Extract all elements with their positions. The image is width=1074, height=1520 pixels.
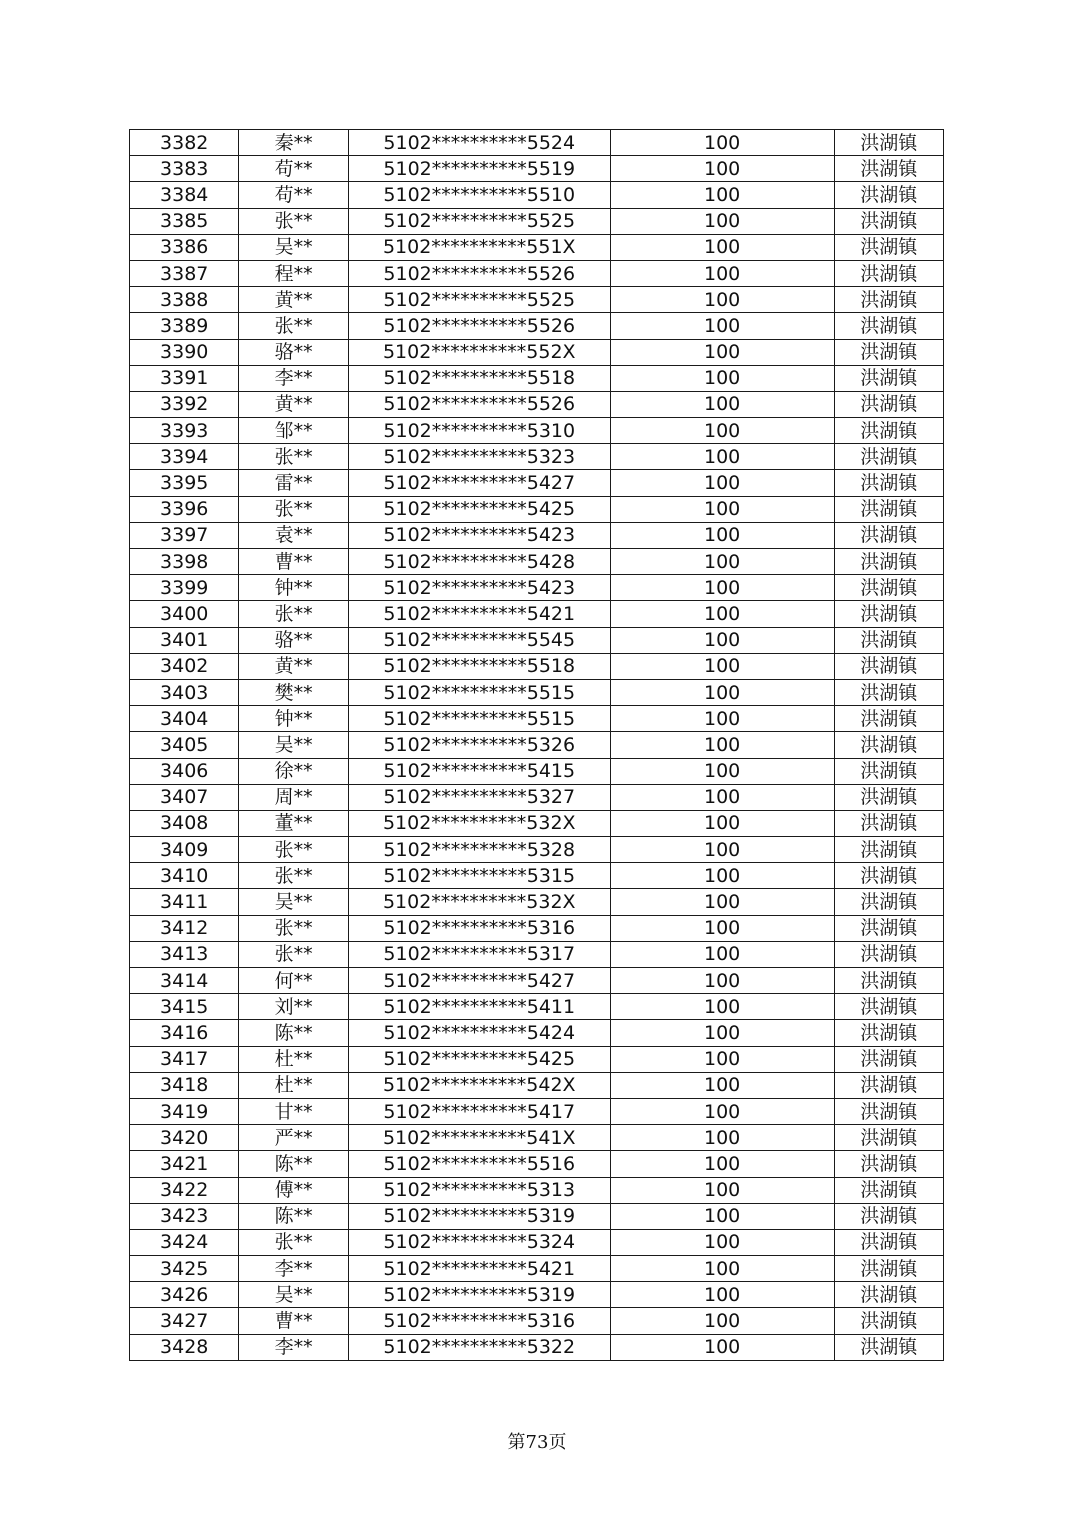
- cell-id-number: 5102**********5516: [348, 1151, 610, 1177]
- table-row: [130, 260, 944, 286]
- cell-amount: 100: [610, 234, 834, 260]
- cell-town: 洪湖镇: [834, 1020, 943, 1046]
- cell-id-number: 5102**********551X: [348, 234, 610, 260]
- table-row: [130, 444, 944, 470]
- cell-id-number: 5102**********5526: [348, 260, 610, 286]
- cell-amount: 100: [610, 784, 834, 810]
- cell-id-number: 5102**********5423: [348, 522, 610, 548]
- cell-serial-number: 3404: [130, 706, 239, 732]
- cell-town: 洪湖镇: [834, 208, 943, 234]
- cell-amount: 100: [610, 391, 834, 417]
- cell-town: 洪湖镇: [834, 1229, 943, 1255]
- table-body: [130, 130, 944, 1361]
- cell-name: 秦**: [239, 130, 348, 156]
- payment-list-sheet: [129, 129, 944, 1361]
- cell-amount: 100: [610, 837, 834, 863]
- cell-town: 洪湖镇: [834, 758, 943, 784]
- cell-id-number: 5102**********5515: [348, 679, 610, 705]
- cell-serial-number: 3422: [130, 1177, 239, 1203]
- cell-amount: 100: [610, 1177, 834, 1203]
- cell-town: 洪湖镇: [834, 1334, 943, 1360]
- table-row: [130, 496, 944, 522]
- cell-id-number: 5102**********5423: [348, 575, 610, 601]
- cell-town: 洪湖镇: [834, 549, 943, 575]
- cell-name: 李**: [239, 1334, 348, 1360]
- table-row: [130, 863, 944, 889]
- cell-amount: 100: [610, 156, 834, 182]
- cell-id-number: 5102**********5427: [348, 968, 610, 994]
- cell-name: 陈**: [239, 1151, 348, 1177]
- cell-id-number: 5102**********5515: [348, 706, 610, 732]
- cell-town: 洪湖镇: [834, 601, 943, 627]
- cell-name: 黄**: [239, 653, 348, 679]
- page-number: 第73页: [507, 1432, 567, 1453]
- cell-name: 刘**: [239, 994, 348, 1020]
- cell-serial-number: 3411: [130, 889, 239, 915]
- cell-town: 洪湖镇: [834, 863, 943, 889]
- cell-serial-number: 3416: [130, 1020, 239, 1046]
- cell-name: 张**: [239, 915, 348, 941]
- cell-id-number: 5102**********5428: [348, 549, 610, 575]
- cell-serial-number: 3427: [130, 1308, 239, 1334]
- cell-town: 洪湖镇: [834, 339, 943, 365]
- table-row: [130, 1177, 944, 1203]
- cell-id-number: 5102**********5319: [348, 1203, 610, 1229]
- cell-serial-number: 3388: [130, 287, 239, 313]
- cell-name: 曹**: [239, 1308, 348, 1334]
- cell-amount: 100: [610, 941, 834, 967]
- table-row: [130, 234, 944, 260]
- cell-serial-number: 3428: [130, 1334, 239, 1360]
- cell-id-number: 5102**********5425: [348, 496, 610, 522]
- cell-town: 洪湖镇: [834, 1282, 943, 1308]
- cell-town: 洪湖镇: [834, 1308, 943, 1334]
- cell-serial-number: 3385: [130, 208, 239, 234]
- cell-id-number: 5102**********5518: [348, 653, 610, 679]
- cell-id-number: 5102**********532X: [348, 810, 610, 836]
- cell-id-number: 5102**********5316: [348, 1308, 610, 1334]
- cell-amount: 100: [610, 1046, 834, 1072]
- cell-town: 洪湖镇: [834, 1125, 943, 1151]
- cell-name: 钟**: [239, 575, 348, 601]
- cell-amount: 100: [610, 575, 834, 601]
- cell-amount: 100: [610, 627, 834, 653]
- table-row: [130, 522, 944, 548]
- cell-town: 洪湖镇: [834, 837, 943, 863]
- cell-amount: 100: [610, 418, 834, 444]
- cell-id-number: 5102**********5510: [348, 182, 610, 208]
- cell-id-number: 5102**********5310: [348, 418, 610, 444]
- cell-serial-number: 3407: [130, 784, 239, 810]
- cell-town: 洪湖镇: [834, 1151, 943, 1177]
- cell-amount: 100: [610, 732, 834, 758]
- cell-id-number: 5102**********5324: [348, 1229, 610, 1255]
- cell-id-number: 5102**********5427: [348, 470, 610, 496]
- table-row: [130, 549, 944, 575]
- cell-serial-number: 3414: [130, 968, 239, 994]
- cell-name: 吴**: [239, 234, 348, 260]
- cell-amount: 100: [610, 365, 834, 391]
- cell-amount: 100: [610, 1282, 834, 1308]
- cell-serial-number: 3384: [130, 182, 239, 208]
- cell-town: 洪湖镇: [834, 365, 943, 391]
- cell-id-number: 5102**********5322: [348, 1334, 610, 1360]
- cell-name: 骆**: [239, 627, 348, 653]
- cell-amount: 100: [610, 130, 834, 156]
- cell-serial-number: 3417: [130, 1046, 239, 1072]
- cell-id-number: 5102**********552X: [348, 339, 610, 365]
- cell-amount: 100: [610, 679, 834, 705]
- cell-serial-number: 3421: [130, 1151, 239, 1177]
- cell-id-number: 5102**********5525: [348, 208, 610, 234]
- cell-town: 洪湖镇: [834, 522, 943, 548]
- table-row: [130, 784, 944, 810]
- cell-amount: 100: [610, 496, 834, 522]
- cell-serial-number: 3415: [130, 994, 239, 1020]
- cell-name: 张**: [239, 863, 348, 889]
- cell-serial-number: 3426: [130, 1282, 239, 1308]
- cell-serial-number: 3398: [130, 549, 239, 575]
- cell-name: 袁**: [239, 522, 348, 548]
- cell-serial-number: 3401: [130, 627, 239, 653]
- cell-town: 洪湖镇: [834, 732, 943, 758]
- cell-town: 洪湖镇: [834, 679, 943, 705]
- cell-name: 张**: [239, 444, 348, 470]
- table-row: [130, 339, 944, 365]
- table-row: [130, 601, 944, 627]
- table-row: [130, 653, 944, 679]
- cell-name: 吴**: [239, 889, 348, 915]
- table-row: [130, 1125, 944, 1151]
- cell-amount: 100: [610, 601, 834, 627]
- cell-id-number: 5102**********5415: [348, 758, 610, 784]
- table-row: [130, 994, 944, 1020]
- cell-town: 洪湖镇: [834, 575, 943, 601]
- cell-town: 洪湖镇: [834, 470, 943, 496]
- cell-id-number: 5102**********5526: [348, 313, 610, 339]
- cell-id-number: 5102**********5524: [348, 130, 610, 156]
- cell-serial-number: 3423: [130, 1203, 239, 1229]
- cell-id-number: 5102**********5323: [348, 444, 610, 470]
- cell-serial-number: 3413: [130, 941, 239, 967]
- cell-amount: 100: [610, 810, 834, 836]
- cell-town: 洪湖镇: [834, 130, 943, 156]
- cell-id-number: 5102**********5327: [348, 784, 610, 810]
- cell-name: 李**: [239, 1256, 348, 1282]
- cell-name: 苟**: [239, 156, 348, 182]
- cell-town: 洪湖镇: [834, 1177, 943, 1203]
- cell-name: 黄**: [239, 287, 348, 313]
- table-row: [130, 391, 944, 417]
- cell-id-number: 5102**********5317: [348, 941, 610, 967]
- cell-town: 洪湖镇: [834, 941, 943, 967]
- cell-id-number: 5102**********5417: [348, 1098, 610, 1124]
- cell-serial-number: 3391: [130, 365, 239, 391]
- cell-name: 樊**: [239, 679, 348, 705]
- cell-serial-number: 3409: [130, 837, 239, 863]
- cell-amount: 100: [610, 889, 834, 915]
- table-row: [130, 1229, 944, 1255]
- cell-name: 黄**: [239, 391, 348, 417]
- cell-serial-number: 3382: [130, 130, 239, 156]
- cell-name: 张**: [239, 941, 348, 967]
- cell-id-number: 5102**********5328: [348, 837, 610, 863]
- cell-id-number: 5102**********5421: [348, 1256, 610, 1282]
- cell-amount: 100: [610, 1334, 834, 1360]
- cell-town: 洪湖镇: [834, 915, 943, 941]
- cell-serial-number: 3395: [130, 470, 239, 496]
- cell-serial-number: 3393: [130, 418, 239, 444]
- table-row: [130, 679, 944, 705]
- cell-amount: 100: [610, 1229, 834, 1255]
- cell-name: 张**: [239, 496, 348, 522]
- cell-town: 洪湖镇: [834, 156, 943, 182]
- cell-id-number: 5102**********5315: [348, 863, 610, 889]
- cell-amount: 100: [610, 339, 834, 365]
- table-row: [130, 313, 944, 339]
- cell-serial-number: 3403: [130, 679, 239, 705]
- cell-amount: 100: [610, 287, 834, 313]
- cell-name: 程**: [239, 260, 348, 286]
- table-row: [130, 1151, 944, 1177]
- cell-town: 洪湖镇: [834, 287, 943, 313]
- cell-name: 骆**: [239, 339, 348, 365]
- table-row: [130, 1072, 944, 1098]
- cell-serial-number: 3400: [130, 601, 239, 627]
- cell-id-number: 5102**********542X: [348, 1072, 610, 1098]
- cell-id-number: 5102**********5424: [348, 1020, 610, 1046]
- cell-id-number: 5102**********5319: [348, 1282, 610, 1308]
- cell-serial-number: 3418: [130, 1072, 239, 1098]
- cell-town: 洪湖镇: [834, 496, 943, 522]
- cell-serial-number: 3396: [130, 496, 239, 522]
- cell-amount: 100: [610, 653, 834, 679]
- table-row: [130, 837, 944, 863]
- cell-amount: 100: [610, 260, 834, 286]
- cell-serial-number: 3390: [130, 339, 239, 365]
- cell-name: 甘**: [239, 1098, 348, 1124]
- cell-amount: 100: [610, 863, 834, 889]
- cell-id-number: 5102**********5518: [348, 365, 610, 391]
- cell-serial-number: 3410: [130, 863, 239, 889]
- cell-town: 洪湖镇: [834, 182, 943, 208]
- cell-amount: 100: [610, 1020, 834, 1046]
- table-row: [130, 1098, 944, 1124]
- cell-serial-number: 3389: [130, 313, 239, 339]
- cell-name: 杜**: [239, 1072, 348, 1098]
- cell-town: 洪湖镇: [834, 968, 943, 994]
- cell-name: 钟**: [239, 706, 348, 732]
- cell-serial-number: 3425: [130, 1256, 239, 1282]
- cell-town: 洪湖镇: [834, 994, 943, 1020]
- table-row: [130, 941, 944, 967]
- table-row: [130, 1020, 944, 1046]
- cell-town: 洪湖镇: [834, 784, 943, 810]
- cell-serial-number: 3412: [130, 915, 239, 941]
- cell-amount: 100: [610, 706, 834, 732]
- table-row: [130, 1282, 944, 1308]
- cell-amount: 100: [610, 1098, 834, 1124]
- table-row: [130, 889, 944, 915]
- cell-name: 张**: [239, 208, 348, 234]
- cell-id-number: 5102**********5526: [348, 391, 610, 417]
- cell-amount: 100: [610, 1072, 834, 1098]
- cell-name: 董**: [239, 810, 348, 836]
- cell-amount: 100: [610, 1308, 834, 1334]
- cell-town: 洪湖镇: [834, 706, 943, 732]
- table-row: [130, 130, 944, 156]
- cell-serial-number: 3419: [130, 1098, 239, 1124]
- cell-amount: 100: [610, 444, 834, 470]
- cell-serial-number: 3406: [130, 758, 239, 784]
- cell-name: 陈**: [239, 1203, 348, 1229]
- cell-id-number: 5102**********5316: [348, 915, 610, 941]
- cell-name: 陈**: [239, 1020, 348, 1046]
- cell-serial-number: 3408: [130, 810, 239, 836]
- cell-name: 吴**: [239, 732, 348, 758]
- cell-name: 杜**: [239, 1046, 348, 1072]
- cell-name: 雷**: [239, 470, 348, 496]
- cell-name: 曹**: [239, 549, 348, 575]
- cell-id-number: 5102**********5525: [348, 287, 610, 313]
- cell-town: 洪湖镇: [834, 1098, 943, 1124]
- table-row: [130, 470, 944, 496]
- cell-town: 洪湖镇: [834, 1256, 943, 1282]
- cell-serial-number: 3383: [130, 156, 239, 182]
- cell-serial-number: 3405: [130, 732, 239, 758]
- cell-amount: 100: [610, 313, 834, 339]
- cell-amount: 100: [610, 182, 834, 208]
- cell-amount: 100: [610, 1203, 834, 1229]
- cell-amount: 100: [610, 549, 834, 575]
- cell-town: 洪湖镇: [834, 653, 943, 679]
- cell-id-number: 5102**********5411: [348, 994, 610, 1020]
- cell-serial-number: 3420: [130, 1125, 239, 1151]
- table-row: [130, 627, 944, 653]
- cell-name: 苟**: [239, 182, 348, 208]
- cell-amount: 100: [610, 208, 834, 234]
- cell-name: 傅**: [239, 1177, 348, 1203]
- cell-amount: 100: [610, 758, 834, 784]
- cell-town: 洪湖镇: [834, 444, 943, 470]
- cell-serial-number: 3394: [130, 444, 239, 470]
- table-row: [130, 287, 944, 313]
- cell-amount: 100: [610, 994, 834, 1020]
- cell-id-number: 5102**********5313: [348, 1177, 610, 1203]
- cell-town: 洪湖镇: [834, 1072, 943, 1098]
- cell-town: 洪湖镇: [834, 627, 943, 653]
- cell-name: 张**: [239, 601, 348, 627]
- cell-name: 何**: [239, 968, 348, 994]
- cell-serial-number: 3386: [130, 234, 239, 260]
- table-row: [130, 732, 944, 758]
- table-row: [130, 810, 944, 836]
- table-row: [130, 575, 944, 601]
- table-row: [130, 1256, 944, 1282]
- table-row: [130, 156, 944, 182]
- cell-town: 洪湖镇: [834, 1046, 943, 1072]
- table-row: [130, 1308, 944, 1334]
- cell-name: 徐**: [239, 758, 348, 784]
- cell-name: 张**: [239, 1229, 348, 1255]
- cell-amount: 100: [610, 1256, 834, 1282]
- cell-name: 周**: [239, 784, 348, 810]
- cell-town: 洪湖镇: [834, 889, 943, 915]
- table-row: [130, 1334, 944, 1360]
- cell-amount: 100: [610, 915, 834, 941]
- cell-id-number: 5102**********5425: [348, 1046, 610, 1072]
- cell-id-number: 5102**********5421: [348, 601, 610, 627]
- cell-name: 吴**: [239, 1282, 348, 1308]
- cell-amount: 100: [610, 470, 834, 496]
- cell-town: 洪湖镇: [834, 810, 943, 836]
- table-row: [130, 365, 944, 391]
- cell-id-number: 5102**********5326: [348, 732, 610, 758]
- cell-town: 洪湖镇: [834, 234, 943, 260]
- cell-id-number: 5102**********5519: [348, 156, 610, 182]
- cell-id-number: 5102**********5545: [348, 627, 610, 653]
- cell-name: 张**: [239, 313, 348, 339]
- cell-name: 李**: [239, 365, 348, 391]
- table-row: [130, 758, 944, 784]
- cell-serial-number: 3399: [130, 575, 239, 601]
- cell-town: 洪湖镇: [834, 260, 943, 286]
- payment-table: [129, 129, 944, 1361]
- cell-amount: 100: [610, 968, 834, 994]
- cell-town: 洪湖镇: [834, 313, 943, 339]
- cell-id-number: 5102**********541X: [348, 1125, 610, 1151]
- table-row: [130, 1046, 944, 1072]
- table-row: [130, 208, 944, 234]
- table-row: [130, 1203, 944, 1229]
- cell-town: 洪湖镇: [834, 391, 943, 417]
- cell-town: 洪湖镇: [834, 418, 943, 444]
- cell-amount: 100: [610, 1125, 834, 1151]
- table-row: [130, 418, 944, 444]
- cell-serial-number: 3397: [130, 522, 239, 548]
- table-row: [130, 182, 944, 208]
- cell-serial-number: 3392: [130, 391, 239, 417]
- table-row: [130, 706, 944, 732]
- cell-amount: 100: [610, 1151, 834, 1177]
- table-row: [130, 968, 944, 994]
- cell-name: 邹**: [239, 418, 348, 444]
- cell-serial-number: 3402: [130, 653, 239, 679]
- cell-serial-number: 3387: [130, 260, 239, 286]
- table-row: [130, 915, 944, 941]
- cell-serial-number: 3424: [130, 1229, 239, 1255]
- cell-id-number: 5102**********532X: [348, 889, 610, 915]
- cell-name: 张**: [239, 837, 348, 863]
- cell-name: 严**: [239, 1125, 348, 1151]
- cell-town: 洪湖镇: [834, 1203, 943, 1229]
- cell-amount: 100: [610, 522, 834, 548]
